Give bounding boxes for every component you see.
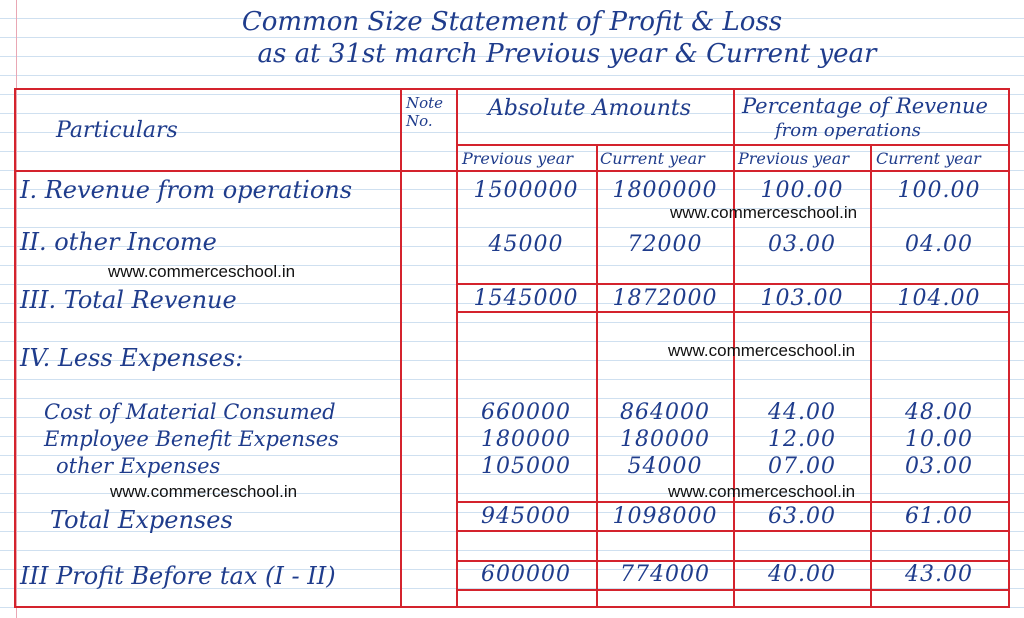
row-curr-pct: 100.00 xyxy=(897,178,981,203)
row-curr-pct: 61.00 xyxy=(905,504,973,529)
row-label: other Expenses xyxy=(56,454,221,478)
header-note-no: Note No. xyxy=(406,94,444,130)
row-prev-pct: 12.00 xyxy=(768,427,836,452)
statement-title: Common Size Statement of Profit & Loss xyxy=(241,7,783,37)
row-curr-pct: 04.00 xyxy=(905,232,973,257)
row-curr-abs: 1872000 xyxy=(612,286,718,311)
statement-subtitle: as at 31st march Previous year & Current year xyxy=(257,39,877,69)
header-curr-year-pct: Current year xyxy=(876,149,981,168)
row-prev-abs: 105000 xyxy=(481,454,571,479)
header-particulars: Particulars xyxy=(56,118,178,143)
row-label: I. Revenue from operations xyxy=(20,176,353,204)
row-label: Cost of Material Consumed xyxy=(44,400,336,424)
row-curr-abs: 1098000 xyxy=(612,504,718,529)
row-prev-pct: 07.00 xyxy=(768,454,836,479)
watermark-text: www.commerceschool.in xyxy=(668,341,856,360)
row-curr-pct: 03.00 xyxy=(905,454,973,479)
row-prev-pct: 44.00 xyxy=(768,400,836,425)
row-prev-pct: 40.00 xyxy=(768,562,836,587)
watermark-text: www.commerceschool.in xyxy=(670,203,858,222)
row-label: Employee Benefit Expenses xyxy=(44,427,339,451)
row-curr-pct: 43.00 xyxy=(905,562,973,587)
watermark-text: www.commerceschool.in xyxy=(110,482,298,501)
row-prev-pct: 100.00 xyxy=(760,178,844,203)
row-curr-pct: 10.00 xyxy=(905,427,973,452)
row-prev-abs: 600000 xyxy=(481,562,571,587)
row-curr-pct: 104.00 xyxy=(897,286,981,311)
row-prev-pct: 63.00 xyxy=(768,504,836,529)
row-prev-abs: 1545000 xyxy=(473,286,579,311)
row-curr-abs: 864000 xyxy=(620,400,710,425)
row-curr-pct: 48.00 xyxy=(905,400,973,425)
header-prev-year-abs: Previous year xyxy=(462,149,573,168)
row-label: Total Expenses xyxy=(50,506,233,534)
watermark-text: www.commerceschool.in xyxy=(668,482,856,501)
row-label: III. Total Revenue xyxy=(20,286,237,314)
row-curr-abs: 1800000 xyxy=(612,178,718,203)
row-prev-abs: 1500000 xyxy=(473,178,579,203)
header-prev-year-pct: Previous year xyxy=(738,149,849,168)
row-label: II. other Income xyxy=(20,228,217,256)
row-prev-abs: 945000 xyxy=(481,504,571,529)
row-prev-pct: 03.00 xyxy=(768,232,836,257)
header-absolute-amounts: Absolute Amounts xyxy=(488,96,692,121)
row-prev-pct: 103.00 xyxy=(760,286,844,311)
row-label: IV. Less Expenses: xyxy=(20,344,244,372)
row-curr-abs: 72000 xyxy=(627,232,703,257)
row-curr-abs: 54000 xyxy=(627,454,703,479)
row-prev-abs: 660000 xyxy=(481,400,571,425)
header-percentage-line2: from operations xyxy=(775,120,921,141)
header-curr-year-abs: Current year xyxy=(600,149,705,168)
header-percentage-line1: Percentage of Revenue xyxy=(742,94,988,118)
row-curr-abs: 180000 xyxy=(620,427,710,452)
row-prev-abs: 45000 xyxy=(488,232,564,257)
row-label: III Profit Before tax (I - II) xyxy=(20,562,336,590)
row-curr-abs: 774000 xyxy=(620,562,710,587)
watermark-text: www.commerceschool.in xyxy=(108,262,296,281)
row-prev-abs: 180000 xyxy=(481,427,571,452)
